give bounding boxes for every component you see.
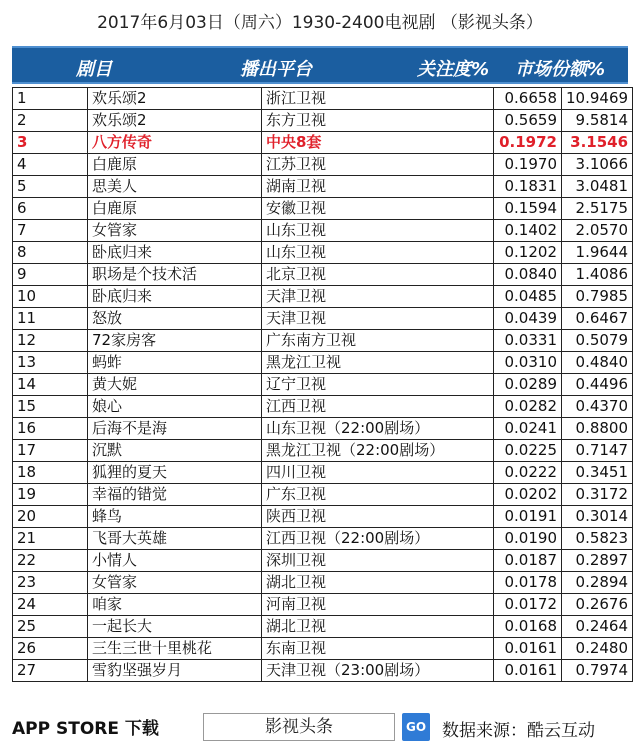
cell-show: 欢乐颂2 xyxy=(88,110,262,132)
table-header xyxy=(12,46,628,84)
cell-attention: 0.0172 xyxy=(494,594,562,616)
cell-show: 雪豹坚强岁月 xyxy=(88,660,262,682)
cell-channel: 广东南方卫视 xyxy=(262,330,494,352)
cell-attention: 0.0187 xyxy=(494,550,562,572)
cell-share: 0.8800 xyxy=(562,418,633,440)
table-row xyxy=(13,528,633,550)
cell-show: 女管家 xyxy=(88,220,262,242)
cell-channel: 浙江卫视 xyxy=(262,88,494,110)
table-row xyxy=(13,242,633,264)
cell-channel: 黑龙江卫视（22:00剧场） xyxy=(262,440,494,462)
cell-rank: 17 xyxy=(13,440,88,462)
table-row xyxy=(13,352,633,374)
cell-channel: 河南卫视 xyxy=(262,594,494,616)
cell-share: 0.7147 xyxy=(562,440,633,462)
cell-share: 1.4086 xyxy=(562,264,633,286)
header-share: 市场份额% xyxy=(515,59,606,80)
table-row xyxy=(13,440,633,462)
cell-share: 3.1066 xyxy=(562,154,633,176)
cell-show: 卧底归来 xyxy=(88,286,262,308)
cell-channel: 江苏卫视 xyxy=(262,154,494,176)
cell-channel: 湖北卫视 xyxy=(262,616,494,638)
cell-show: 蚂蚱 xyxy=(88,352,262,374)
cell-rank: 6 xyxy=(13,198,88,220)
cell-rank: 27 xyxy=(13,660,88,682)
cell-share: 0.3172 xyxy=(562,484,633,506)
cell-channel: 天津卫视 xyxy=(262,308,494,330)
cell-attention: 0.5659 xyxy=(494,110,562,132)
cell-rank: 26 xyxy=(13,638,88,660)
cell-channel: 山东卫视 xyxy=(262,220,494,242)
cell-rank: 2 xyxy=(13,110,88,132)
cell-channel: 山东卫视 xyxy=(262,242,494,264)
table-row xyxy=(13,132,633,154)
cell-channel: 山东卫视（22:00剧场） xyxy=(262,418,494,440)
cell-rank: 10 xyxy=(13,286,88,308)
cell-attention: 0.0190 xyxy=(494,528,562,550)
cell-share: 3.0481 xyxy=(562,176,633,198)
cell-channel: 天津卫视 xyxy=(262,286,494,308)
cell-show: 白鹿原 xyxy=(88,198,262,220)
cell-show: 小情人 xyxy=(88,550,262,572)
table-row xyxy=(13,176,633,198)
cell-channel: 北京卫视 xyxy=(262,264,494,286)
cell-attention: 0.0161 xyxy=(494,638,562,660)
cell-channel: 深圳卫视 xyxy=(262,550,494,572)
cell-show: 咱家 xyxy=(88,594,262,616)
cell-rank: 7 xyxy=(13,220,88,242)
cell-rank: 24 xyxy=(13,594,88,616)
cell-show: 三生三世十里桃花 xyxy=(88,638,262,660)
cell-rank: 25 xyxy=(13,616,88,638)
cell-share: 0.5823 xyxy=(562,528,633,550)
cell-show: 职场是个技术活 xyxy=(88,264,262,286)
cell-attention: 0.0168 xyxy=(494,616,562,638)
table-row xyxy=(13,264,633,286)
table-row xyxy=(13,484,633,506)
table-row xyxy=(13,572,633,594)
table-row xyxy=(13,462,633,484)
cell-show: 后海不是海 xyxy=(88,418,262,440)
table-row xyxy=(13,418,633,440)
cell-attention: 0.0191 xyxy=(494,506,562,528)
table-row xyxy=(13,286,633,308)
cell-attention: 0.0241 xyxy=(494,418,562,440)
cell-share: 10.9469 xyxy=(562,88,633,110)
table-row xyxy=(13,220,633,242)
cell-attention: 0.0178 xyxy=(494,572,562,594)
cell-share: 0.2897 xyxy=(562,550,633,572)
table-row xyxy=(13,550,633,572)
cell-attention: 0.0310 xyxy=(494,352,562,374)
cell-show: 思美人 xyxy=(88,176,262,198)
cell-share: 0.3451 xyxy=(562,462,633,484)
table-row xyxy=(13,110,633,132)
ratings-table xyxy=(12,87,633,682)
table-row xyxy=(13,638,633,660)
cell-channel: 江西卫视 xyxy=(262,396,494,418)
cell-share: 2.5175 xyxy=(562,198,633,220)
cell-rank: 19 xyxy=(13,484,88,506)
cell-channel: 四川卫视 xyxy=(262,462,494,484)
cell-show: 蜂鸟 xyxy=(88,506,262,528)
cell-attention: 0.0289 xyxy=(494,374,562,396)
table-row xyxy=(13,660,633,682)
cell-channel: 湖北卫视 xyxy=(262,572,494,594)
cell-attention: 0.0222 xyxy=(494,462,562,484)
cell-share: 0.4496 xyxy=(562,374,633,396)
cell-channel: 中央8套 xyxy=(262,132,494,154)
cell-channel: 天津卫视（23:00剧场） xyxy=(262,660,494,682)
cell-channel: 湖南卫视 xyxy=(262,176,494,198)
cell-rank: 23 xyxy=(13,572,88,594)
cell-rank: 9 xyxy=(13,264,88,286)
table-row xyxy=(13,506,633,528)
cell-show: 娘心 xyxy=(88,396,262,418)
cell-show: 八方传奇 xyxy=(88,132,262,154)
cell-rank: 15 xyxy=(13,396,88,418)
cell-channel: 江西卫视（22:00剧场） xyxy=(262,528,494,550)
cell-attention: 0.0485 xyxy=(494,286,562,308)
cell-rank: 8 xyxy=(13,242,88,264)
cell-show: 飞哥大英雄 xyxy=(88,528,262,550)
cell-channel: 安徽卫视 xyxy=(262,198,494,220)
cell-show: 狐狸的夏天 xyxy=(88,462,262,484)
cell-show: 卧底归来 xyxy=(88,242,262,264)
cell-share: 9.5814 xyxy=(562,110,633,132)
cell-channel: 辽宁卫视 xyxy=(262,374,494,396)
cell-share: 0.3014 xyxy=(562,506,633,528)
cell-show: 欢乐颂2 xyxy=(88,88,262,110)
cell-share: 0.5079 xyxy=(562,330,633,352)
cell-rank: 1 xyxy=(13,88,88,110)
ratings-table-body xyxy=(13,88,633,682)
table-row xyxy=(13,308,633,330)
cell-channel: 陕西卫视 xyxy=(262,506,494,528)
cell-rank: 14 xyxy=(13,374,88,396)
cell-show: 72家房客 xyxy=(88,330,262,352)
cell-rank: 4 xyxy=(13,154,88,176)
cell-show: 女管家 xyxy=(88,572,262,594)
cell-show: 幸福的错觉 xyxy=(88,484,262,506)
cell-attention: 0.1972 xyxy=(494,132,562,154)
data-source: 数据来源：酷云互动 xyxy=(442,721,595,741)
cell-show: 一起长大 xyxy=(88,616,262,638)
app-store-label: APP STORE 下载 xyxy=(12,719,159,739)
cell-attention: 0.0331 xyxy=(494,330,562,352)
cell-rank: 12 xyxy=(13,330,88,352)
header-show: 剧目 xyxy=(76,59,112,80)
cell-show: 白鹿原 xyxy=(88,154,262,176)
cell-channel: 东方卫视 xyxy=(262,110,494,132)
cell-share: 3.1546 xyxy=(562,132,633,154)
cell-share: 2.0570 xyxy=(562,220,633,242)
table-row xyxy=(13,88,633,110)
cell-attention: 0.0161 xyxy=(494,660,562,682)
cell-attention: 0.0202 xyxy=(494,484,562,506)
cell-share: 0.2676 xyxy=(562,594,633,616)
cell-channel: 东南卫视 xyxy=(262,638,494,660)
cell-attention: 0.1970 xyxy=(494,154,562,176)
cell-attention: 0.1594 xyxy=(494,198,562,220)
cell-share: 0.7974 xyxy=(562,660,633,682)
cell-attention: 0.0282 xyxy=(494,396,562,418)
cell-share: 0.6467 xyxy=(562,308,633,330)
search-box[interactable]: 影视头条 xyxy=(203,713,395,741)
header-channel: 播出平台 xyxy=(240,59,312,80)
cell-attention: 0.6658 xyxy=(494,88,562,110)
cell-attention: 0.1202 xyxy=(494,242,562,264)
cell-rank: 5 xyxy=(13,176,88,198)
cell-share: 0.2480 xyxy=(562,638,633,660)
cell-rank: 11 xyxy=(13,308,88,330)
cell-rank: 13 xyxy=(13,352,88,374)
header-attention: 关注度% xyxy=(417,59,490,80)
cell-attention: 0.0840 xyxy=(494,264,562,286)
cell-rank: 21 xyxy=(13,528,88,550)
cell-rank: 22 xyxy=(13,550,88,572)
table-row xyxy=(13,594,633,616)
cell-channel: 广东卫视 xyxy=(262,484,494,506)
cell-attention: 0.0439 xyxy=(494,308,562,330)
table-row xyxy=(13,396,633,418)
table-row xyxy=(13,616,633,638)
page-title: 2017年6月03日（周六）1930-2400电视剧 （影视头条） xyxy=(97,13,543,33)
cell-share: 0.2894 xyxy=(562,572,633,594)
cell-attention: 0.1831 xyxy=(494,176,562,198)
cell-share: 0.7985 xyxy=(562,286,633,308)
cell-attention: 0.1402 xyxy=(494,220,562,242)
cell-share: 1.9644 xyxy=(562,242,633,264)
cell-share: 0.2464 xyxy=(562,616,633,638)
cell-share: 0.4370 xyxy=(562,396,633,418)
cell-attention: 0.0225 xyxy=(494,440,562,462)
cell-rank: 16 xyxy=(13,418,88,440)
cell-show: 沉默 xyxy=(88,440,262,462)
cell-show: 怒放 xyxy=(88,308,262,330)
cell-rank: 3 xyxy=(13,132,88,154)
cell-share: 0.4840 xyxy=(562,352,633,374)
table-row xyxy=(13,154,633,176)
cell-channel: 黑龙江卫视 xyxy=(262,352,494,374)
table-row xyxy=(13,374,633,396)
cell-show: 黄大妮 xyxy=(88,374,262,396)
table-row xyxy=(13,330,633,352)
cell-rank: 20 xyxy=(13,506,88,528)
cell-rank: 18 xyxy=(13,462,88,484)
go-button[interactable]: GO xyxy=(402,713,430,741)
table-row xyxy=(13,198,633,220)
